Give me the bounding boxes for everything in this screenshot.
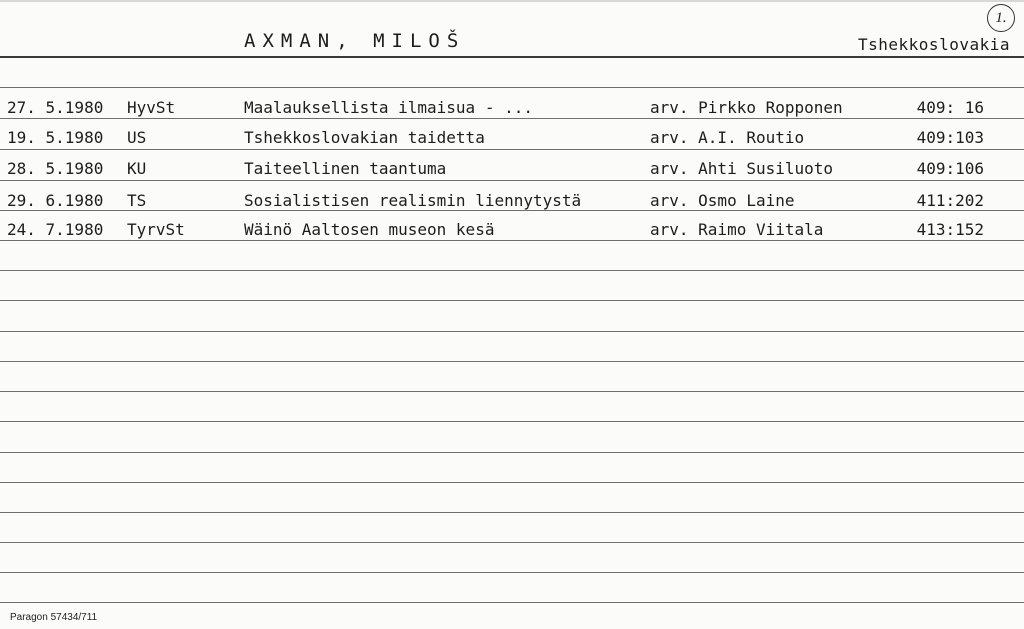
author-name: AXMAN, MILOŠ [244,30,466,52]
ruled-line [0,149,1024,150]
ruled-line [0,87,1024,88]
entry-title: Maalauksellista ilmaisua - ... [244,98,533,117]
ruled-line [0,542,1024,543]
entry-publication: US [127,128,147,147]
ruled-line [0,452,1024,453]
ruled-line [0,210,1024,211]
card-number-badge: 1. [987,4,1015,32]
entry-title: Taiteellinen taantuma [244,159,447,178]
entry-publication: TS [127,191,147,210]
ruled-line [0,572,1024,573]
entry-row [0,189,1024,217]
ruled-line [0,270,1024,271]
entry-title: Wäinö Aaltosen museon kesä [244,220,495,239]
entry-reviewer: arv. Raimo Viitala [650,220,824,239]
entry-date: 27. 5.1980 [7,98,104,117]
ruled-line [0,421,1024,422]
entry-reviewer: arv. Osmo Laine [650,191,795,210]
entry-date: 24. 7.1980 [7,220,104,239]
ruled-line [0,391,1024,392]
ruled-line [0,118,1024,119]
entry-row [0,218,1024,246]
print-code: Paragon 57434/711 [10,612,98,623]
entry-reference: 409:103 [916,128,984,147]
ruled-line [0,361,1024,362]
entry-reference: 411:202 [916,191,984,210]
entry-publication: HyvSt [127,98,176,117]
entry-reference: 409:106 [916,159,984,178]
entry-reviewer: arv. A.I. Routio [650,128,805,147]
entry-publication: TyrvSt [127,220,185,239]
card-top-edge [0,0,1024,2]
entry-reviewer: arv. Pirkko Ropponen [650,98,843,117]
entry-reference: 409: 16 [916,98,984,117]
header-divider [0,56,1024,58]
ruled-line [0,180,1024,181]
ruled-line [0,482,1024,483]
country-label: Tshekkoslovakia [858,35,1010,54]
entry-title: Sosialistisen realismin liennytystä [244,191,582,210]
entry-title: Tshekkoslovakian taidetta [244,128,485,147]
ruled-line [0,512,1024,513]
entry-reviewer: arv. Ahti Susiluoto [650,159,834,178]
entry-row [0,96,1024,124]
entry-reference: 413:152 [916,220,984,239]
entry-date: 19. 5.1980 [7,128,104,147]
entry-publication: KU [127,159,147,178]
ruled-line [0,602,1024,603]
ruled-line [0,300,1024,301]
ruled-line [0,331,1024,332]
ruled-line [0,240,1024,241]
entry-date: 28. 5.1980 [7,159,104,178]
entry-date: 29. 6.1980 [7,191,104,210]
